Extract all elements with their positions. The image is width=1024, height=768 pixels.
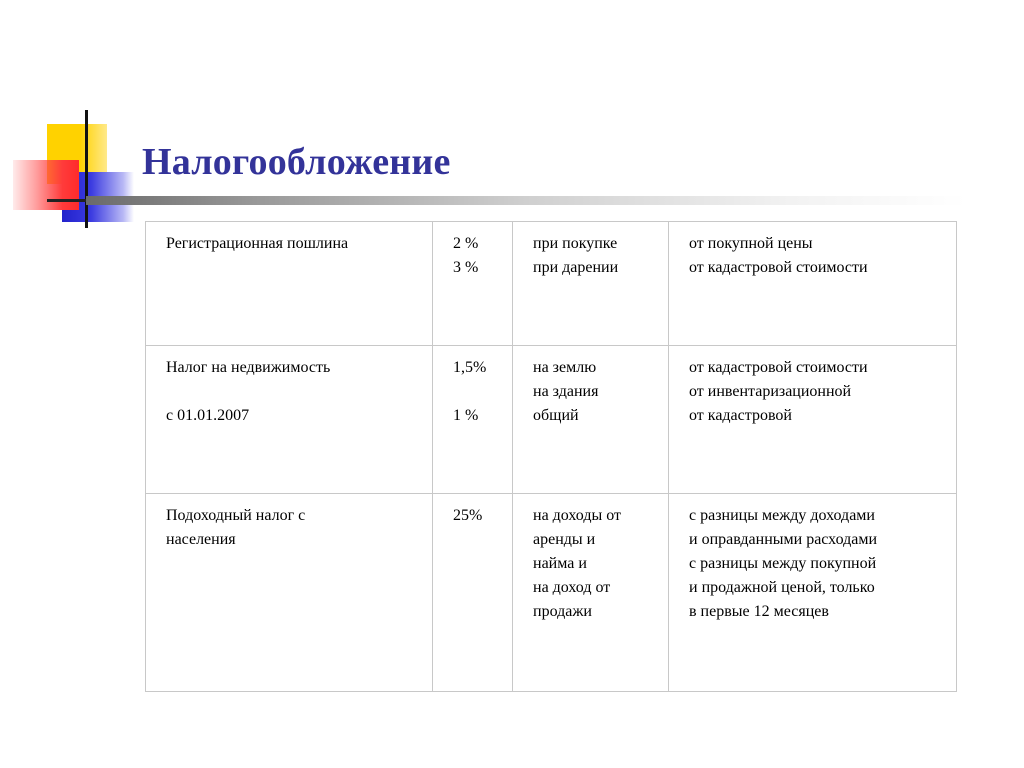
tax-rate-cell <box>433 346 513 494</box>
red-square-shape <box>13 160 79 210</box>
tax-basis-cell <box>513 222 669 346</box>
tax-source-text: с разницы между покупной <box>689 555 877 572</box>
line-spacer <box>166 380 422 404</box>
tax-basis-cell <box>513 346 669 494</box>
tax-source-cell <box>669 494 957 692</box>
tax-basis-text: при дарении <box>533 259 619 276</box>
tax-source-text: в первые 12 месяцев <box>689 603 829 620</box>
tax-effective-date-text: с 01.01.2007 <box>166 407 250 424</box>
tax-basis-cell <box>513 494 669 692</box>
table-row <box>146 494 957 692</box>
tax-name-cell <box>146 494 433 692</box>
table-row <box>146 222 957 346</box>
tax-name-text: населения <box>166 531 236 548</box>
title-underline <box>86 196 966 205</box>
tax-source-text: и продажной ценой, только <box>689 579 875 596</box>
table-row <box>146 346 957 494</box>
tax-basis-text: на землю <box>533 359 597 376</box>
tax-table <box>145 221 957 692</box>
slide-title: Налогообложение <box>142 141 451 183</box>
tax-source-text: от кадастровой <box>689 407 792 424</box>
tax-name-cell <box>146 222 433 346</box>
tax-rate-text: 2 % <box>453 235 479 252</box>
tax-basis-text: найма и <box>533 555 587 572</box>
tax-basis-text: на доход от <box>533 579 611 596</box>
tax-basis-text: на доходы от <box>533 507 622 524</box>
tax-source-cell <box>669 346 957 494</box>
tax-rate-text: 1 % <box>453 407 479 424</box>
tax-rate-cell <box>433 494 513 692</box>
tax-source-text: от кадастровой стоимости <box>689 259 868 276</box>
tax-source-text: от кадастровой стоимости <box>689 359 868 376</box>
tax-source-text: от инвентаризационной <box>689 383 852 400</box>
tax-rate-text: 1,5% <box>453 359 487 376</box>
tax-basis-text: продажи <box>533 603 592 620</box>
tax-basis-text: аренды и <box>533 531 596 548</box>
tax-name-text: Подоходный налог с <box>166 507 306 524</box>
tax-source-text: от покупной цены <box>689 235 813 252</box>
tax-basis-text: на здания <box>533 383 599 400</box>
tax-name-text: Налог на недвижимость <box>166 359 331 376</box>
tax-basis-text: общий <box>533 407 579 424</box>
tax-source-text: и оправданными расходами <box>689 531 878 548</box>
tax-basis-text: при покупке <box>533 235 618 252</box>
tax-name-text: Регистрационная пошлина <box>166 235 349 252</box>
tax-rate-text: 25% <box>453 507 483 524</box>
tax-rate-text: 3 % <box>453 259 479 276</box>
tax-rate-cell <box>433 222 513 346</box>
tax-name-cell <box>146 346 433 494</box>
tax-source-cell <box>669 222 957 346</box>
vertical-line-shape <box>85 110 88 228</box>
tax-source-text: с разницы между доходами <box>689 507 875 524</box>
line-spacer <box>453 380 502 404</box>
